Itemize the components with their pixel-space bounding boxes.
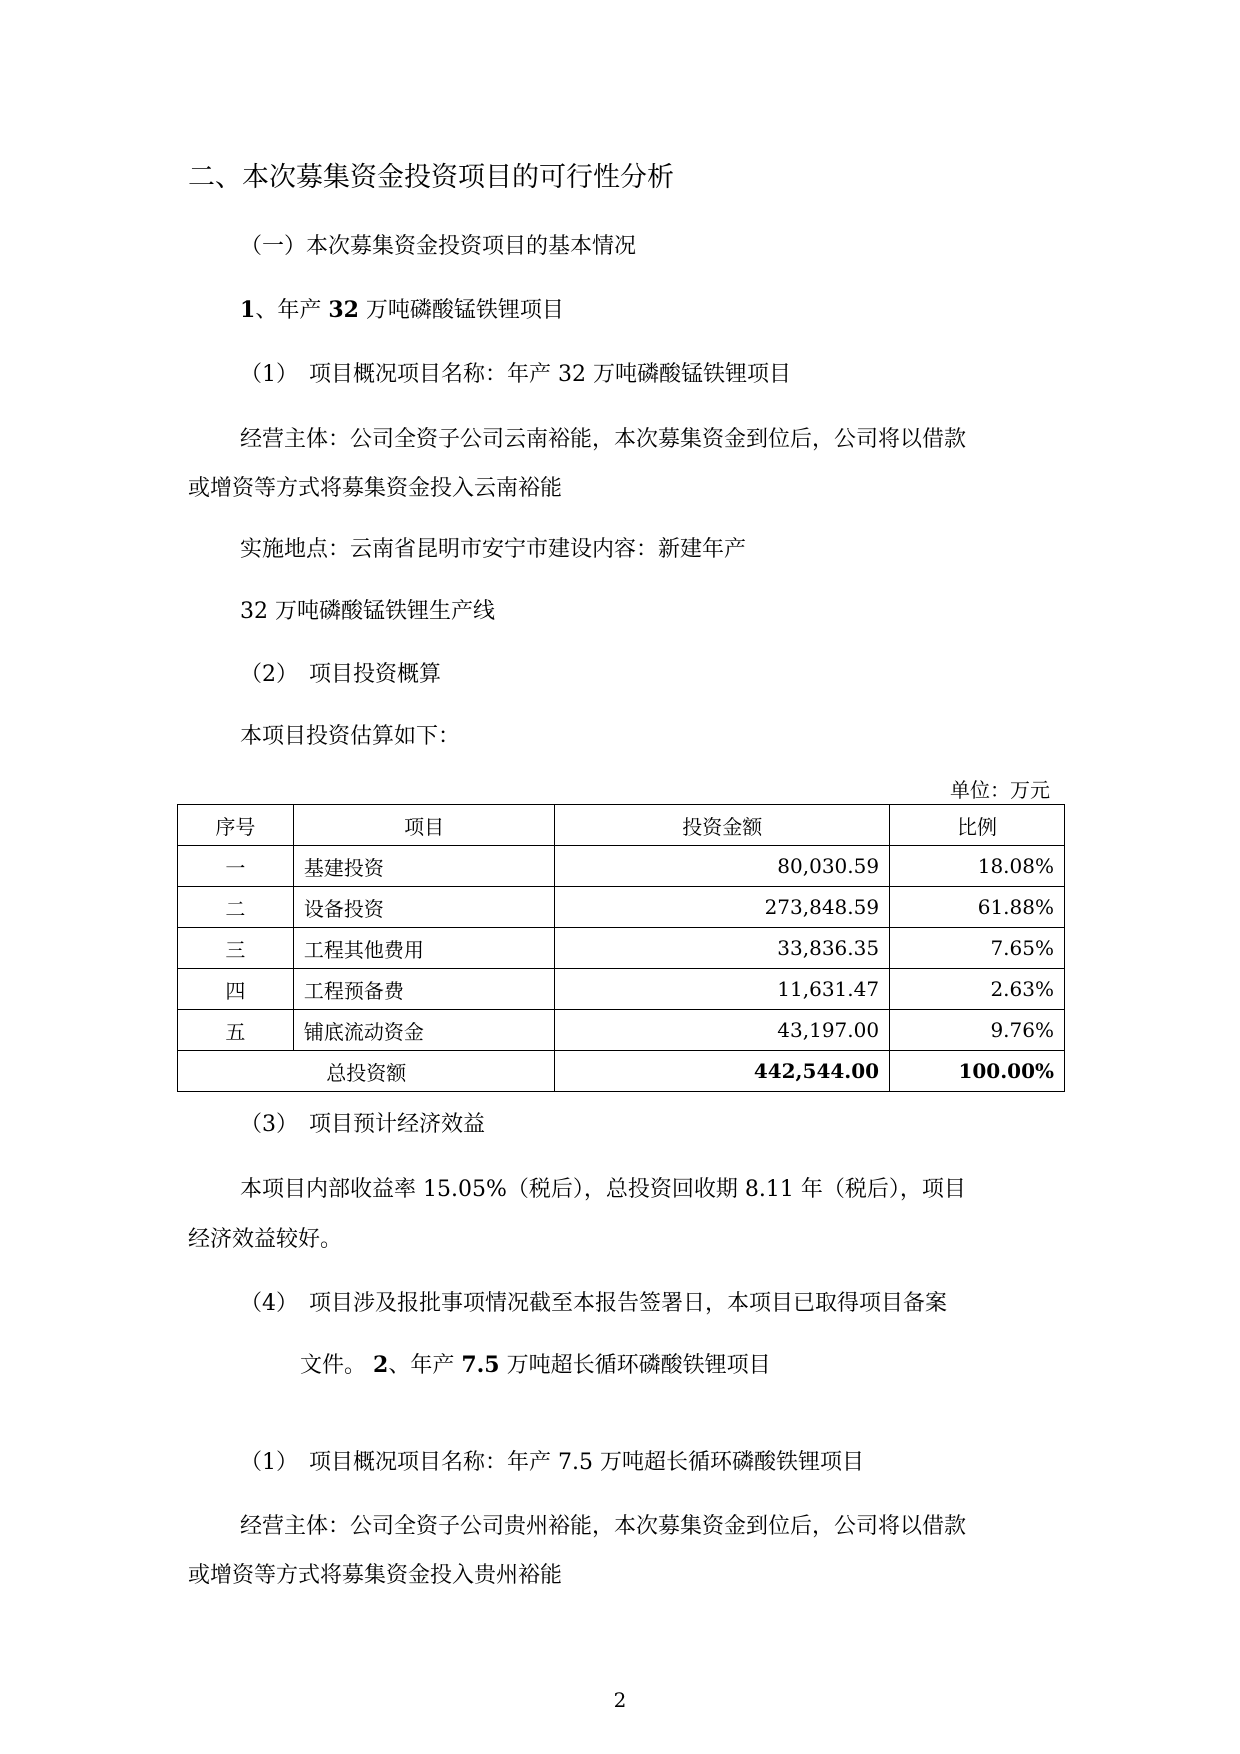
project2-sep: 、年产 (388, 1353, 462, 1378)
cell-no: 三 (178, 928, 294, 969)
subsection-heading: （一）本次募集资金投资项目的基本情况 (240, 234, 637, 259)
project1-operator-line2: 或增资等方式将募集资金投入云南裕能 (188, 476, 563, 501)
table-total-row (178, 1051, 1065, 1092)
cell-amount: 33,836.35 (555, 928, 890, 969)
cell-item: 铺底流动资金 (293, 1010, 555, 1051)
total-ratio: 100.00% (890, 1051, 1065, 1092)
cell-ratio: 7.65% (890, 928, 1065, 969)
cell-ratio: 9.76% (890, 1010, 1065, 1051)
cell-amount: 273,848.59 (555, 887, 890, 928)
total-label: 总投资额 (178, 1051, 555, 1092)
project2-number: 2 (373, 1352, 389, 1378)
header-no: 序号 (178, 805, 294, 846)
cell-ratio: 18.08% (890, 846, 1065, 887)
cell-no: 一 (178, 846, 294, 887)
total-amount: 442,544.00 (555, 1051, 890, 1092)
project1-location-line2: 32 万吨磷酸锰铁锂生产线 (240, 599, 495, 624)
project1-title (240, 295, 564, 326)
project1-benefit-line1: 本项目内部收益率 15.05%（税后），总投资回收期 8.11 年（税后），项目 (240, 1177, 966, 1202)
approval-tail: 文件。 (300, 1353, 367, 1378)
project2-overview: （1） 项目概况项目名称：年产 7.5 万吨超长循环磷酸铁锂项目 (240, 1450, 864, 1475)
project1-benefit-line2: 经济效益较好。 (188, 1227, 343, 1252)
investment-table (177, 804, 1065, 1092)
cell-item: 工程预备费 (293, 969, 555, 1010)
section-heading: 二、本次募集资金投资项目的可行性分析 (188, 162, 674, 193)
project1-approval: （4） 项目涉及报批事项情况截至本报告签署日，本项目已取得项目备案 (240, 1291, 947, 1316)
table-unit-label: 单位：万元 (950, 778, 1050, 802)
cell-item: 工程其他费用 (293, 928, 555, 969)
page-number: 2 (613, 1688, 627, 1712)
project1-operator-line1: 经营主体：公司全资子公司云南裕能，本次募集资金到位后，公司将以借款 (240, 427, 967, 452)
cell-no: 二 (178, 887, 294, 928)
table-row (178, 846, 1065, 887)
project1-number: 1 (240, 297, 256, 323)
project2-operator-line2: 或增资等方式将募集资金投入贵州裕能 (188, 1563, 563, 1588)
table-row (178, 1010, 1065, 1051)
cell-item: 基建投资 (293, 846, 555, 887)
project1-qty: 32 (328, 297, 359, 323)
table-header-row (178, 805, 1065, 846)
cell-amount: 43,197.00 (555, 1010, 890, 1051)
header-amount: 投资金额 (555, 805, 890, 846)
header-item: 项目 (293, 805, 555, 846)
cell-ratio: 61.88% (890, 887, 1065, 928)
project1-investment-heading: （2） 项目投资概算 (240, 662, 441, 687)
cell-amount: 80,030.59 (555, 846, 890, 887)
project1-sep: 、年产 (255, 298, 329, 323)
project2-rest: 万吨超长循环磷酸铁锂项目 (499, 1353, 771, 1378)
cell-amount: 11,631.47 (555, 969, 890, 1010)
table-row (178, 928, 1065, 969)
project2-qty: 7.5 (461, 1352, 500, 1378)
cell-item: 设备投资 (293, 887, 555, 928)
project1-location-line1: 实施地点：云南省昆明市安宁市建设内容：新建年产 (240, 537, 747, 562)
table-row (178, 887, 1065, 928)
project1-estimate-intro: 本项目投资估算如下： (240, 724, 461, 749)
project2-title-line (300, 1350, 771, 1381)
project1-benefit-heading: （3） 项目预计经济效益 (240, 1112, 485, 1137)
project1-rest: 万吨磷酸锰铁锂项目 (358, 298, 564, 323)
cell-ratio: 2.63% (890, 969, 1065, 1010)
cell-no: 四 (178, 969, 294, 1010)
header-ratio: 比例 (890, 805, 1065, 846)
cell-no: 五 (178, 1010, 294, 1051)
table-row (178, 969, 1065, 1010)
project1-overview: （1） 项目概况项目名称：年产 32 万吨磷酸锰铁锂项目 (240, 362, 791, 387)
project2-operator-line1: 经营主体：公司全资子公司贵州裕能，本次募集资金到位后，公司将以借款 (240, 1514, 967, 1539)
